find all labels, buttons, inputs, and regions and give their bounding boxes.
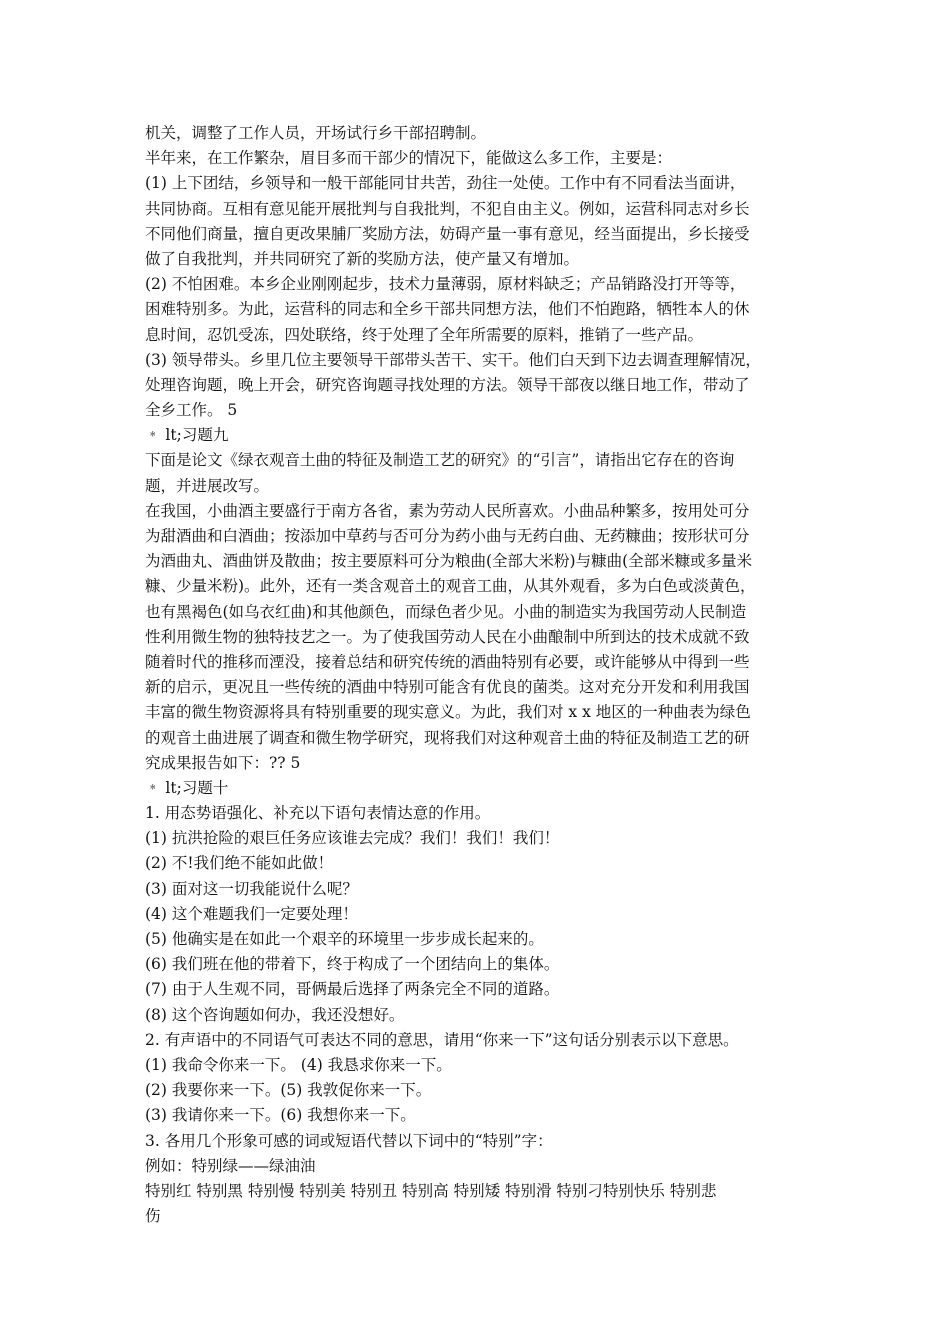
text-line: 丰富的微生物资源将具有特别重要的现实意义。为此，我们对 x x 地区的一种曲表为绿色 <box>145 703 751 722</box>
text-line: 糠、少量米粉)。此外，还有一类含观音土的观音工曲，从其外观看，多为白色或淡黄色， <box>145 577 756 596</box>
text-line: 也有黑褐色(如乌衣红曲)和其他颜色，而绿色者少见。小曲的制造实为我国劳动人民制造 <box>145 602 747 621</box>
text-line: (2) 我要你来一下。(5) 我敦促你来一下。 <box>145 1081 432 1100</box>
section-heading: ﹡ lt;习题九 <box>145 426 229 445</box>
text-line: 的观音土曲进展了调查和微生物学研究，现将我们对这种观音土曲的特征及制造工艺的研 <box>145 728 750 747</box>
text-line: (3) 我请你来一下。(6) 我想你来一下。 <box>145 1106 416 1125</box>
text-line: (3) 领导带头。乡里几位主要领导干部带头苦干、实干。他们白天到下边去调查理解情况， <box>145 350 761 369</box>
text-line: 1. 用态势语强化、补充以下语句表情达意的作用。 <box>145 804 491 823</box>
text-line: 全乡工作。 5 <box>145 401 238 420</box>
text-line: (1) 上下团结，乡领导和一般干部能同甘共苦，劲往一处使。工作中有不同看法当面讲， <box>145 174 746 193</box>
document-page <box>145 121 813 1229</box>
text-line: 处理咨询题，晚上开会，研究咨询题寻找处理的方法。领导干部夜以继日地工作，带动了 <box>145 375 750 394</box>
text-line: 为甜酒曲和白酒曲；按添加中草药与否可分为药小曲与无药白曲、无药糠曲；按形状可分 <box>145 527 750 545</box>
text-line: 特别红 特别黑 特别慢 特别美 特别丑 特别高 特别矮 特别滑 特别刁特别快乐 特别悲 <box>145 1181 717 1200</box>
text-line: 半年来，在工作繁杂，眉目多而干部少的情况下，能做这么多工作，主要是： <box>145 149 673 168</box>
section-heading: ﹡ lt;习题十 <box>145 778 229 797</box>
text-line: 例如：特别绿——绿油油 <box>145 1156 316 1175</box>
text-line: 性利用微生物的独特技艺之一。为了使我国劳动人民在小曲酿制中所到达的技术成就不致 <box>145 627 750 646</box>
text-line: 下面是论文《绿衣观音土曲的特征及制造工艺的研究》的“引言”，请指出它存在的咨询 <box>145 451 735 470</box>
text-line: 新的启示，更况且一些传统的酒曲中特别可能含有优良的菌类。这对充分开发和利用我国 <box>145 678 750 697</box>
text-line: 3. 各用几个形象可感的词或短语代替以下词中的“特别”字： <box>145 1131 553 1150</box>
text-line: 题，并进展改写。 <box>145 476 270 495</box>
text-line: 共同协商。互相有意见能开展批判与自我批判，不犯自由主义。例如，运营科同志对乡长 <box>145 199 750 218</box>
text-line: 息时间，忍饥受冻，四处联络，终于处理了全年所需要的原料，推销了一些产品。 <box>145 325 704 344</box>
text-line: (5) 他确实是在如此一个艰辛的环境里一步步成长起来的。 <box>145 930 544 948</box>
text-line: (8) 这个咨询题如何办，我还没想好。 <box>145 1005 405 1024</box>
text-line: 不同他们商量，擅自更改果脯厂奖励方法，妨碍产量一事有意见，经当面提出，乡长接受 <box>145 224 750 243</box>
text-line: 随着时代的推移而湮没，接着总结和研究传统的酒曲特别有必要，或许能够从中得到一些 <box>145 652 750 671</box>
text-line: (2) 不怕困难。本乡企业刚刚起步，技术力量薄弱，原材料缺乏；产品销路没打开等等， <box>145 275 746 294</box>
text-line: 做了自我批判，并共同研究了新的奖励方法，使产量又有增加。 <box>145 249 580 268</box>
text-line: (6) 我们班在他的带着下，终于构成了一个团结向上的集体。 <box>145 955 560 974</box>
text-line: (1) 我命令你来一下。 (4) 我恳求你来一下。 <box>145 1055 452 1074</box>
text-line: (4) 这个难题我们一定要处理！ <box>145 904 358 923</box>
text-line: 伤 <box>145 1207 161 1226</box>
text-line: (1) 抗洪抢险的艰巨任务应该谁去完成？我们！我们！我们！ <box>145 829 560 848</box>
text-line: 2. 有声语中的不同语气可表达不同的意思，请用“你来一下”这句话分别表示以下意思。 <box>145 1030 739 1049</box>
text-line: (3) 面对这一切我能说什么呢？ <box>145 879 358 898</box>
text-line: (2) 不!我们绝不能如此做！ <box>145 854 334 873</box>
text-line: (7) 由于人生观不同，哥俩最后选择了两条完全不同的道路。 <box>145 980 560 999</box>
text-line: 机关，调整了工作人员，开场试行乡干部招聘制。 <box>145 124 487 142</box>
text-line: 困难特别多。为此，运营科的同志和全乡干部共同想方法，他们不怕跑路，牺牲本人的休 <box>145 300 750 319</box>
text-line: 为酒曲丸、酒曲饼及散曲；按主要原料可分为粮曲(全部大米粉)与糠曲(全部米糠或多量米 <box>145 552 753 571</box>
text-line: 究成果报告如下：?? 5 <box>145 753 301 772</box>
text-line: 在我国，小曲酒主要盛行于南方各省，素为劳动人民所喜欢。小曲品种繁多，按用处可分 <box>145 501 750 520</box>
